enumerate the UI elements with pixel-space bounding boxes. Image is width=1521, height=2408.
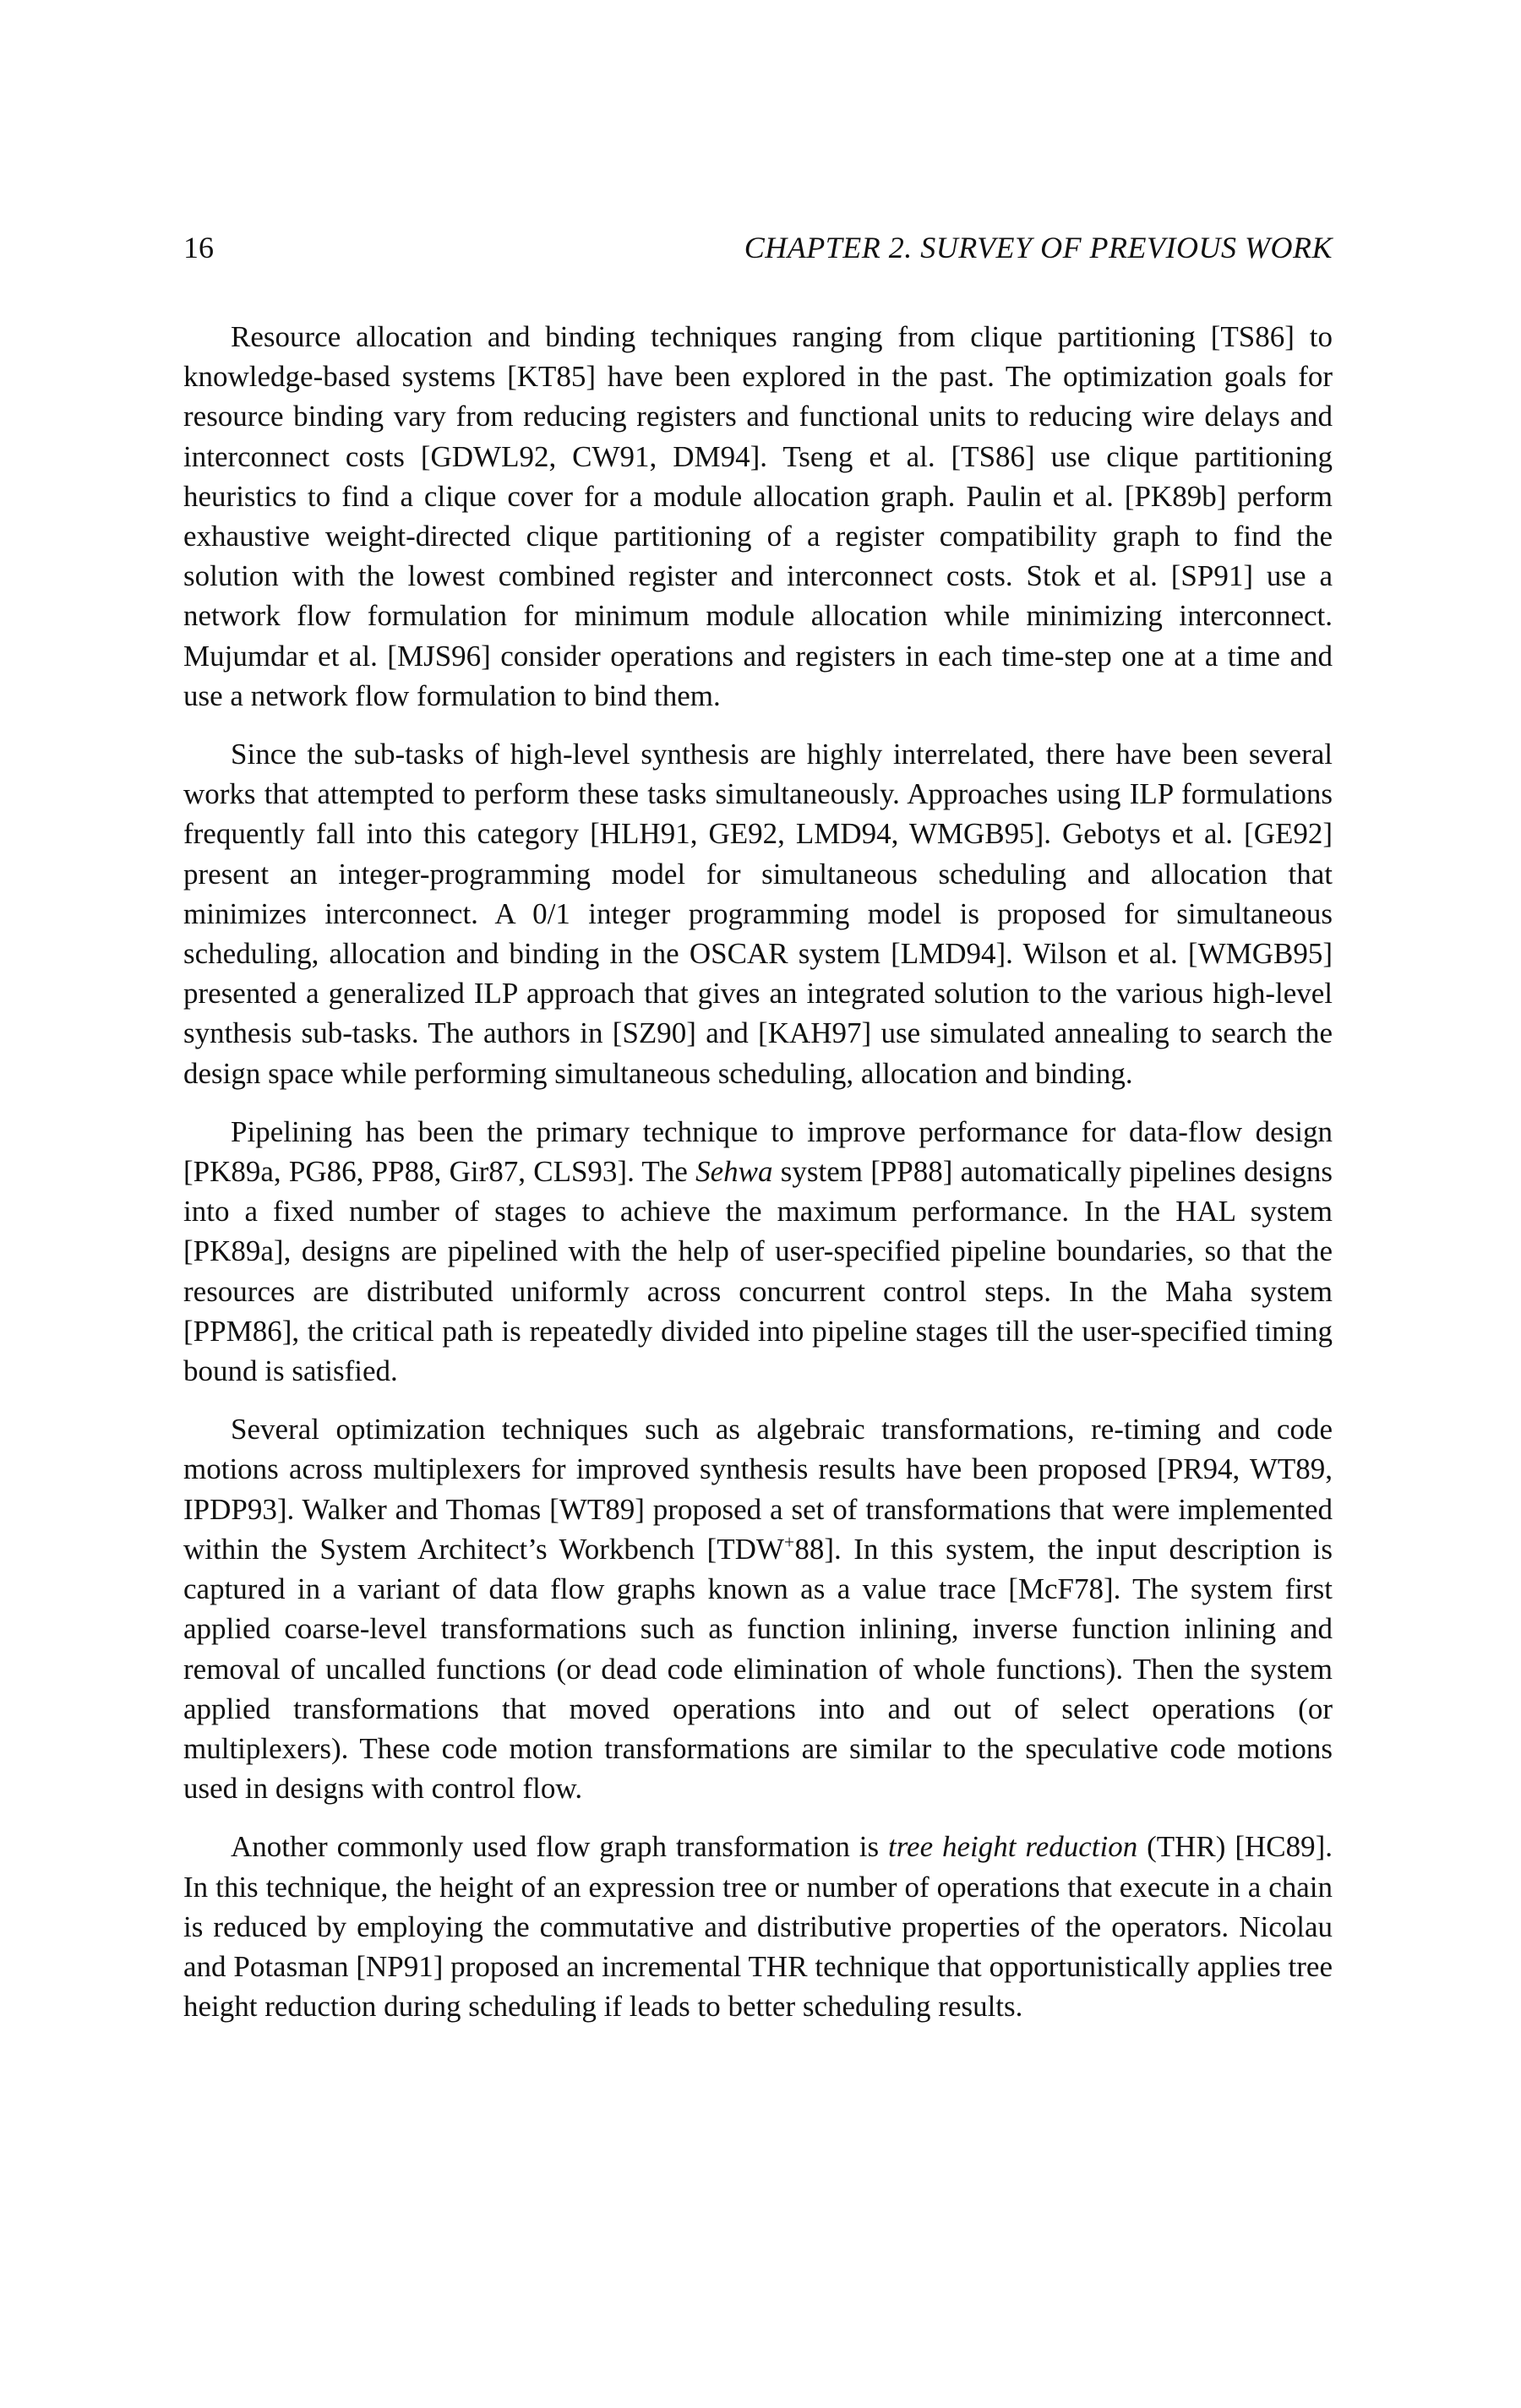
- paragraph-text: Several optimization techniques such as algebraic transformations, re-timing and code motions across multiplexers for improved synthesis results have been proposed [PR94, WT89, IPDP93]. Walker and Thomas [WT89] proposed a set of transformations that were implemented within the System Architect’s Workbench [TDW: [183, 1413, 1333, 1566]
- page-number: 16: [183, 231, 214, 264]
- paragraph-tree-height-reduction: [183, 1827, 1333, 2026]
- paragraph-simultaneous-tasks: [183, 734, 1333, 1093]
- emphasis-sehwa: Sehwa: [695, 1155, 773, 1189]
- paragraph-text: system [PP88] automatically pipelines designs into a fixed number of stages to achieve the maximum performance. In the HAL system [PK89a], designs are pipelined with the help of user-specified pipeline boundaries, so that the resources are distributed uniformly across concurrent control steps. In the Maha system [PPM86], the critical path is repeatedly divided into pipeline stages till the user-specified timing bound is satisfied.: [183, 1155, 1333, 1388]
- page-header: [183, 226, 1333, 269]
- running-head: CHAPTER 2. SURVEY OF PREVIOUS WORK: [744, 231, 1333, 264]
- paragraph-text: Pipelining has been the primary technique to improve performance for data-flow design [PK89a, PG86, PP88, Gir87, CLS93]. The: [183, 1114, 1333, 1189]
- paragraph-text: Another commonly used flow graph transformation is: [231, 1830, 889, 1864]
- paragraph-optimization-techniques: [183, 1409, 1333, 1808]
- superscript-plus: +: [783, 1531, 795, 1553]
- emphasis-tree-height-reduction: tree height reduction: [888, 1830, 1138, 1864]
- body-text: [183, 317, 1333, 2026]
- paragraph-text: Since the sub-tasks of high-level synthesis are highly interrelated, there have been several works that attempted to perform these tasks simultaneously. Approaches using ILP formulations frequently fall into this category [HLH91, GE92, LMD94, WMGB95]. Gebotys et al. [GE92] present an integer-programming model for simultaneous scheduling and allocation that minimizes interconnect. A 0/1 integer programming model is proposed for simultaneous scheduling, allocation and binding in the OSCAR system [LMD94]. Wilson et al. [WMGB95] presented a generalized ILP approach that gives an integrated solution to the various high-level synthesis sub-tasks. The authors in [SZ90] and [KAH97] use simulated annealing to search the design space while performing simultaneous scheduling, allocation and binding.: [183, 738, 1333, 1090]
- paragraph-resource-allocation: [183, 317, 1333, 716]
- paragraph-text: (THR) [HC89]. In this technique, the height of an expression tree or number of operations that execute in a chain is reduced by employing the commutative and distributive properties of the operators. Nicolau and Potasman [NP91] proposed an incremental THR technique that opportunistically applies tree height reduction during scheduling if leads to better scheduling results.: [183, 1830, 1333, 2024]
- paragraph-text: 88]. In this system, the input description is captured in a variant of data flow graphs known as a value trace [McF78]. The system first applied coarse-level transformations such as function inlining, inverse function inlining and removal of uncalled functions (or dead code elimination of whole functions). Then the system applied transformations that moved operations into and out of select operations (or multiplexers). These code motion transformations are similar to the speculative code motions used in designs with control flow.: [183, 1532, 1333, 1806]
- paragraph-text: Resource allocation and binding techniques ranging from clique partitioning [TS86] to knowledge-based systems [KT85] have been explored in the past. The optimization goals for resource binding vary from reducing registers and functional units to reducing wire delays and interconnect costs [GDWL92, CW91, DM94]. Tseng et al. [TS86] use clique partitioning heuristics to find a clique cover for a module allocation graph. Paulin et al. [PK89b] perform exhaustive weight-directed clique partitioning of a register compatibility graph to find the solution with the lowest combined register and interconnect costs. Stok et al. [SP91] use a network flow formulation for minimum module allocation while minimizing interconnect. Mujumdar et al. [MJS96] consider operations and registers in each time-step one at a time and use a network flow formulation to bind them.: [183, 320, 1333, 712]
- paragraph-pipelining: [183, 1112, 1333, 1391]
